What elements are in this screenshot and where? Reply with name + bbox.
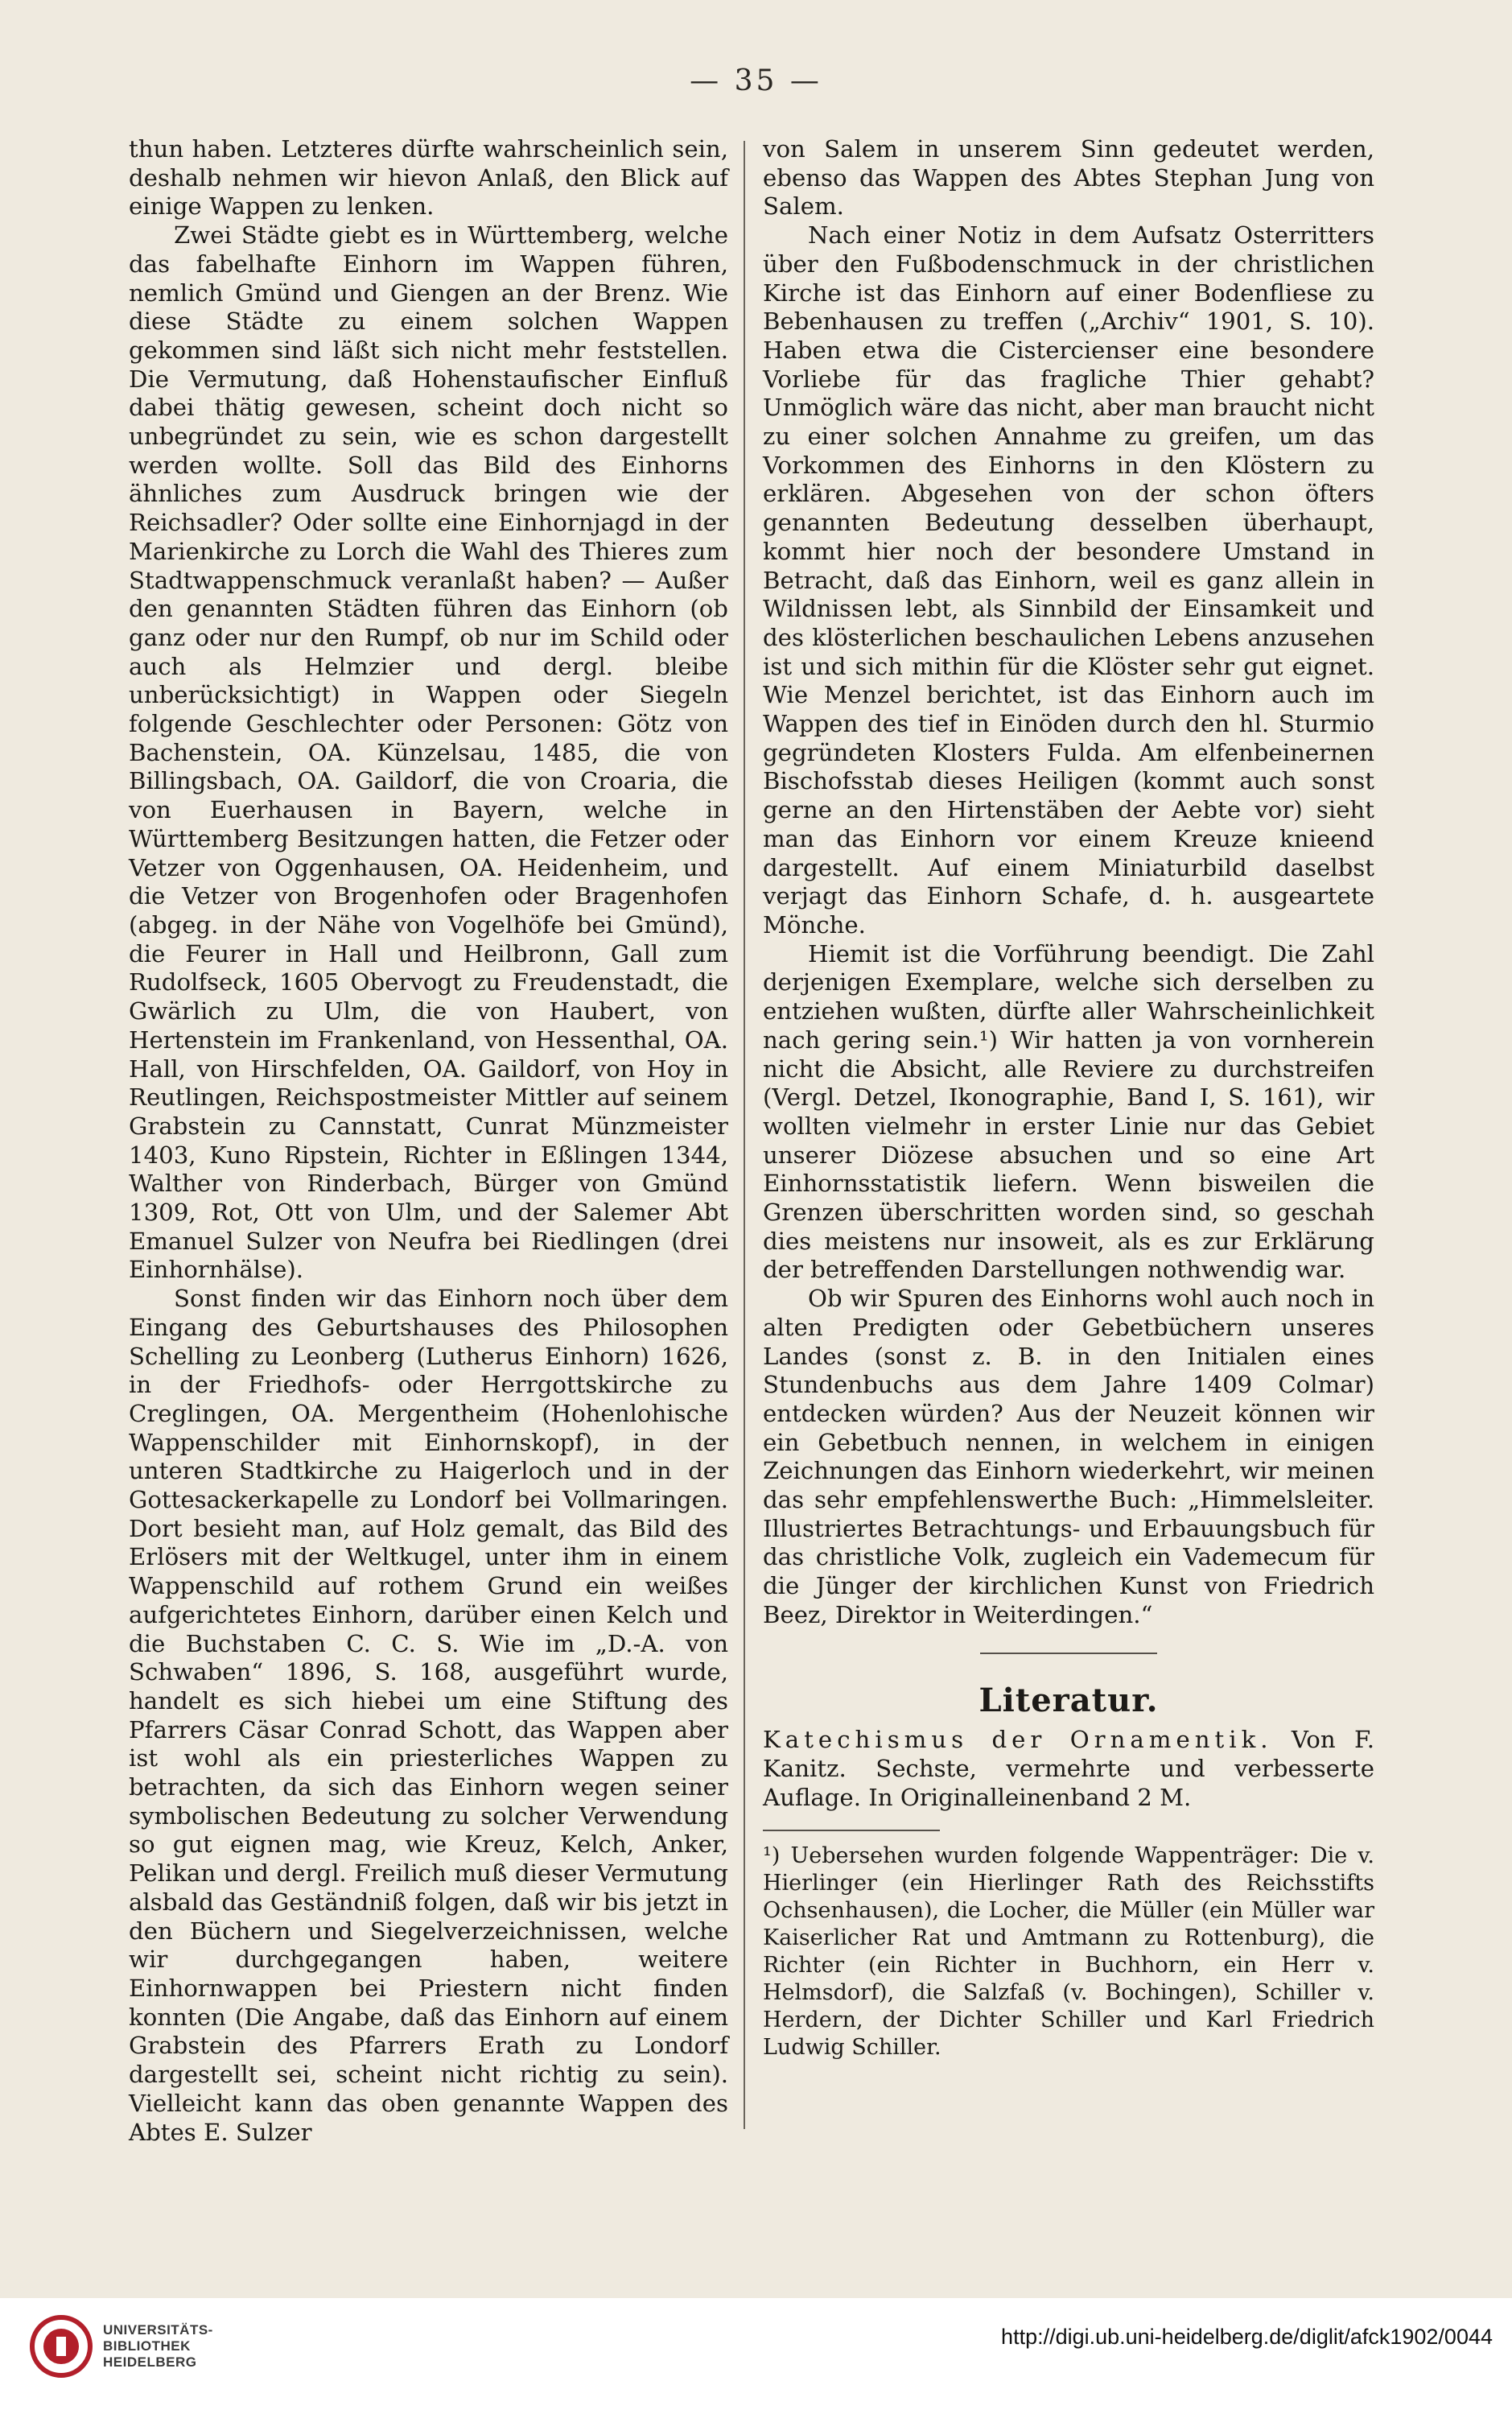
section-rule xyxy=(980,1653,1157,1654)
right-column xyxy=(763,135,1374,2061)
paragraph: Hiemit ist die Vorführung beendigt. Die Zahl derjenigen Exemplare, welche sich derselben zu entziehen wußten, dürfte aller Wahrscheinlichkeit nach gering sein.¹) Wir hatten ja von vornherein nicht die Absicht, alle Reviere zu durchstreifen (Vergl. Detzel, Ikonographie, Band I, S. 161), wir wollten vielmehr in erster Linie nur das Gebiet unserer Diözese absuchen und so eine Art Einhornsstatistik liefern. Wenn bisweilen die Grenzen überschritten worden sind, so geschah dies meistens nur insoweit, als es zur Erklärung der betreffenden Darstellungen nothwendig war. xyxy=(763,939,1374,1284)
literature-heading: Literatur. xyxy=(978,1681,1159,1719)
paragraph: Ob wir Spuren des Einhorns wohl auch noch in alten Predigten oder Gebetbüchern unseres Landes (sonst z. B. in den Initialen eines Stundenbuchs aus dem Jahre 1409 Colmar) entdecken würden? Aus der Neuzeit können wir ein Gebetbuch nennen, in welchem in einigen Zeichnungen das Einhorn wiederkehrt, wir meinen das sehr empfehlenswerthe Buch: „Himmelsleiter. Illustriertes Betrachtungs- und Erbauungsbuch für das christliche Volk, zugleich ein Vademecum für die Jünger der kirchlichen Kunst von Friedrich Beez, Direktor in Weiterdingen.“ xyxy=(763,1285,1374,1628)
page-number: — 35 — xyxy=(690,64,822,97)
column-divider xyxy=(744,141,745,2129)
footnote: ¹) Uebersehen wurden folgende Wappenträger: Die v. Hierlinger (ein Hierlinger Rath des Reichsstifts Ochsenhausen), die Locher, die Müller (ein Müller war Kaiserlicher Rat und Amtmann zu Rottenburg), die Richter (ein Richter in Buchhorn, ein Herr v. Helmsdorf), die Salzfaß (v. Bochingen), Schiller v. Herdern, der Dichter Schiller und Karl Friedrich Ludwig Schiller. xyxy=(763,1843,1374,2061)
left-column xyxy=(129,135,728,2147)
library-name xyxy=(103,2322,213,2371)
library-line: HEIDELBERG xyxy=(103,2354,197,2370)
library-line: UNIVERSITÄTS- xyxy=(103,2322,213,2338)
university-seal-icon xyxy=(29,2314,93,2379)
paragraph: Sonst finden wir das Einhorn noch über dem Eingang des Geburtshauses des Philosophen Schelling zu Leonberg (Lutherus Einhorn) 1626, in der Friedhofs- oder Herrgottskirche zu Creglingen, OA. Mergentheim (Hohenlohische Wappenschilder mit Einhornskopf), in der unteren Stadtkirche zu Haigerloch und in der Gottesackerkapelle zu Londorf bei Vollmaringen. Dort besieht man, auf Holz gemalt, das Bild des Erlösers mit der Weltkugel, unter ihm in einem Wappenschild auf rothem Grund ein weißes aufgerichtetes Einhorn, darüber einen Kelch und die Buchstaben C. C. S. Wie im „D.-A. von Schwaben“ 1896, S. 168, ausgeführt wurde, handelt es sich hiebei um eine Stiftung des Pfarrers Cäsar Conrad Schott, das Wappen aber ist wohl als ein priesterliches Wappen zu betrachten, da sich das Einhorn wegen seiner symbolischen Bedeutung zu solcher Verwendung so gut eignen mag, wie Kreuz, Kelch, Anker, Pelikan und dergl. Freilich muß dieser Vermutung alsbald das Geständniß folgen, daß wir bis jetzt in den Büchern und Siegelverzeichnissen, welche wir durchgegangen haben, weitere Einhornwappen bei Priestern nicht finden konnten (Die Angabe, daß das Einhorn auf einem Grabstein des Pfarrers Erath zu Londorf dargestellt sei, scheint nicht richtig zu sein). Vielleicht kann das oben genannte Wappen des Abtes E. Sulzer xyxy=(129,1285,728,2146)
paragraph: thun haben. Letzteres dürfte wahrscheinlich sein, deshalb nehmen wir hievon Anlaß, den Blick auf einige Wappen zu lenken. xyxy=(129,135,728,221)
paragraph: Zwei Städte giebt es in Württemberg, welche das fabelhafte Einhorn im Wappen führen, nemlich Gmünd und Giengen an der Brenz. Wie diese Städte zu einem solchen Wappen gekommen sind läßt sich nicht mehr feststellen. Die Vermutung, daß Hohenstaufischer Einfluß dabei thätig gewesen, scheint doch nicht so unbegründet zu sein, wie es schon dargestellt werden wollte. Soll das Bild des Einhorns ähnliches zum Ausdruck bringen wie der Reichsadler? Oder sollte eine Einhornjagd in der Marienkirche zu Lorch die Wahl des Thieres zum Stadtwappenschmuck veranlaßt haben? — Außer den genannten Städten führen das Einhorn (ob ganz oder nur den Rumpf, ob nur im Schild oder auch als Helmzier und dergl. bleibe unberücksichtigt) in Wappen oder Siegeln folgende Geschlechter oder Personen: Götz von Bachenstein, OA. Künzelsau, 1485, die von Billingsbach, OA. Gaildorf, die von Croaria, die von Euerhausen in Bayern, welche in Württemberg Besitzungen hatten, die Fetzer oder Vetzer von Oggenhausen, OA. Heidenheim, und die Vetzer von Brogenhofen oder Bragenhofen (abgeg. in der Nähe von Vogelhöfe bei Gmünd), die Feurer in Hall und Heilbronn, Gall zum Rudolfseck, 1605 Obervogt zu Freudenstadt, die Gwärlich zu Ulm, die von Haubert, von Hertenstein im Frankenland, von Hessenthal, OA. Hall, von Hirschfelden, OA. Gaildorf, von Hoy in Reutlingen, Reichspostmeister Mittler auf seinem Grabstein zu Cannstatt, Cunrat Münzmeister 1403, Kuno Ripstein, Richter in Eßlingen 1344, Walther von Rinderbach, Bürger von Gmünd 1309, Rot, Ott von Ulm, und der Salemer Abt Emanuel Sulzer von Neufra bei Riedlingen (drei Einhornhälse). xyxy=(129,221,728,1284)
literature-entry xyxy=(763,1726,1374,1812)
paragraph: Nach einer Notiz in dem Aufsatz Osterritters über den Fußbodenschmuck in der christlichen Kirche ist das Einhorn auf einer Bodenfliese zu Bebenhausen zu treffen („Archiv“ 1901, S. 10). Haben etwa die Cistercienser eine besondere Vorliebe für das fragliche Thier gehabt? Unmöglich wäre das nicht, aber man braucht nicht zu einer solchen Annahme zu greifen, um das Vorkommen des Einhorns in den Klöstern zu erklären. Abgesehen von der schon öfters genannten Bedeutung desselben überhaupt, kommt hier noch der besondere Umstand in Betracht, daß das Einhorn, weil es ganz allein in Wildnissen lebt, als Sinnbild der Einsamkeit und des klösterlichen beschaulichen Lebens anzusehen ist und sich mithin für die Klöster sehr gut eignet. Wie Menzel berichtet, ist das Einhorn auch im Wappen des tief in Einöden durch den hl. Sturmio gegründeten Klosters Fulda. Am elfenbeinernen Bischofsstab dieses Heiligen (kommt auch sonst gerne an den Hirtenstäben der Aebte vor) sieht man das Einhorn vor einem Kreuze knieend dargestellt. Auf einem Miniaturbild daselbst verjagt das Einhorn Schafe, d. h. ausgeartete Mönche. xyxy=(763,221,1374,939)
footnote-rule xyxy=(763,1830,940,1831)
literature-title: Katechismus der Ornamentik. xyxy=(763,1726,1273,1754)
footer-band xyxy=(0,2298,1512,2414)
library-line: BIBLIOTHEK xyxy=(103,2338,191,2354)
paragraph: von Salem in unserem Sinn gedeutet werden, ebenso das Wappen des Abtes Stephan Jung von Salem. xyxy=(763,135,1374,221)
source-url[interactable]: http://digi.ub.uni-heidelberg.de/diglit/afck1902/0044 xyxy=(1001,2325,1493,2349)
literature-details: Von F. Kanitz. Sechste, vermehrte und verbesserte Auflage. In Originalleinenband 2 M. xyxy=(763,1726,1374,1811)
